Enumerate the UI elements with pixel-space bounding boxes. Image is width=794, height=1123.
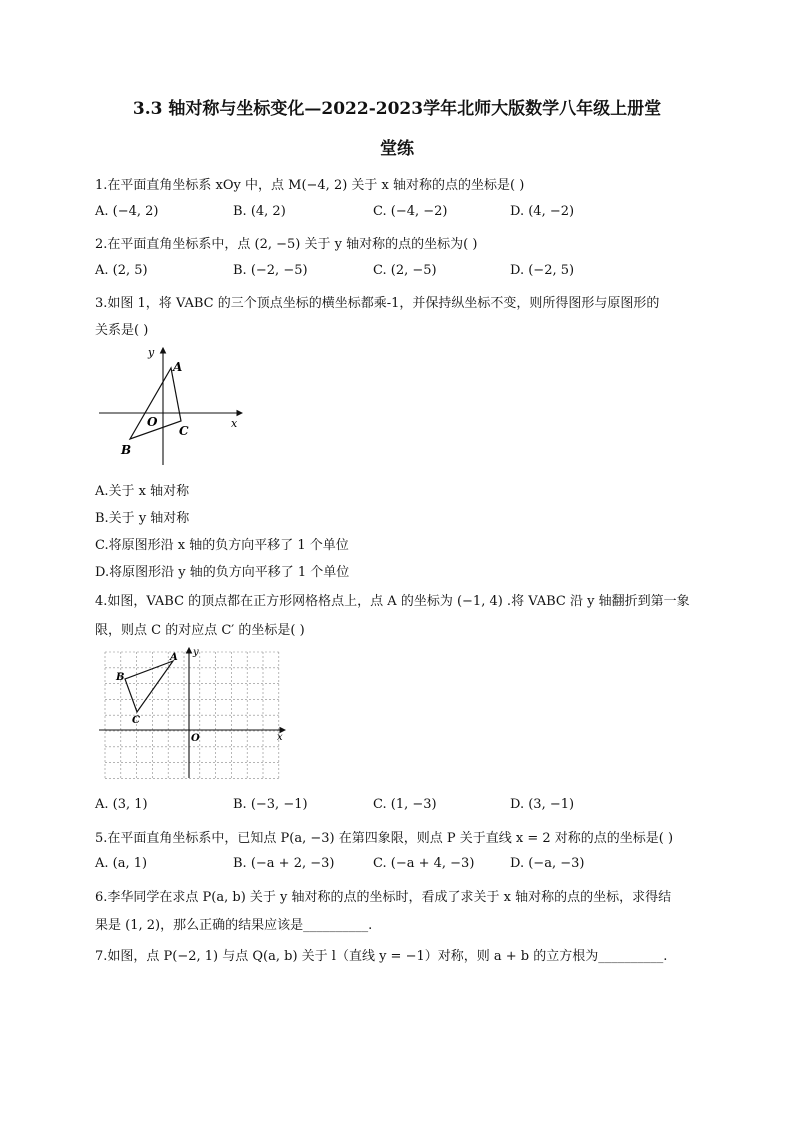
q4-option-d: D. (3, −1) bbox=[510, 797, 575, 812]
question-7-stem: 7.如图，点 P(−2, 1) 与点 Q(a, b) 关于 l（直线 y = −1）对称，则 a + b 的立方根为__________. bbox=[95, 949, 668, 964]
x-axis-label: x bbox=[277, 732, 283, 743]
origin-label: O bbox=[191, 733, 200, 744]
vertex-c-label: C bbox=[179, 424, 189, 438]
question-5-stem: 5.在平面直角坐标系中，已知点 P(a, −3) 在第四象限，则点 P 关于直线 x = 2 对称的点的坐标是( ) bbox=[95, 831, 674, 846]
page-title-line-1: 3.3 轴对称与坐标变化—2022-2023学年北师大版数学八年级上册堂 bbox=[132, 99, 662, 119]
question-3-stem-line-1: 3.如图 1，将 VABC 的三个顶点坐标的横坐标都乘-1，并保持纵坐标不变，则所得图形与原图形的 bbox=[95, 296, 660, 311]
q5-option-a: A. (a, 1) bbox=[95, 856, 148, 871]
q5-option-d: D. (−a, −3) bbox=[510, 856, 585, 871]
y-axis-label: y bbox=[193, 647, 199, 658]
q3-option-b: B.关于 y 轴对称 bbox=[95, 511, 190, 526]
vertex-b-label: B bbox=[121, 443, 132, 457]
y-axis-label: y bbox=[148, 346, 155, 359]
x-axis-label: x bbox=[231, 417, 238, 430]
question-4-stem-line-2: 限，则点 C 的对应点 C′ 的坐标是( ) bbox=[95, 623, 305, 638]
triangle-abc bbox=[125, 661, 173, 712]
q1-option-b: B. (4, 2) bbox=[233, 204, 286, 219]
q2-option-d: D. (−2, 5) bbox=[510, 263, 575, 278]
q2-option-c: C. (2, −5) bbox=[373, 263, 437, 278]
figure-1-triangle-on-axes bbox=[95, 343, 250, 468]
q1-option-d: D. (4, −2) bbox=[510, 204, 575, 219]
q4-option-c: C. (1, −3) bbox=[373, 797, 437, 812]
q3-option-a: A.关于 x 轴对称 bbox=[95, 484, 190, 499]
question-2-stem: 2.在平面直角坐标系中，点 (2, −5) 关于 y 轴对称的点的坐标为( ) bbox=[95, 237, 478, 252]
vertex-b-label: B bbox=[116, 672, 125, 683]
q1-option-a: A. (−4, 2) bbox=[95, 204, 159, 219]
q4-option-a: A. (3, 1) bbox=[95, 797, 148, 812]
question-3-stem-line-2: 关系是( ) bbox=[95, 323, 149, 338]
page-title-line-2: 堂练 bbox=[380, 139, 414, 159]
question-1-stem: 1.在平面直角坐标系 xOy 中，点 M(−4, 2) 关于 x 轴对称的点的坐标是( ) bbox=[95, 178, 525, 193]
figure-grid-triangle bbox=[97, 645, 289, 780]
vertex-a-label: A bbox=[170, 652, 178, 663]
origin-label: O bbox=[147, 415, 158, 429]
q2-option-a: A. (2, 5) bbox=[95, 263, 148, 278]
q3-option-d: D.将原图形沿 y 轴的负方向平移了 1 个单位 bbox=[95, 565, 350, 580]
q5-option-b: B. (−a + 2, −3) bbox=[233, 856, 335, 871]
q3-option-c: C.将原图形沿 x 轴的负方向平移了 1 个单位 bbox=[95, 538, 349, 553]
vertex-c-label: C bbox=[132, 715, 140, 726]
q4-option-b: B. (−3, −1) bbox=[233, 797, 308, 812]
q2-option-b: B. (−2, −5) bbox=[233, 263, 308, 278]
q1-option-c: C. (−4, −2) bbox=[373, 204, 448, 219]
q5-option-c: C. (−a + 4, −3) bbox=[373, 856, 475, 871]
question-6-stem-line-1: 6.李华同学在求点 P(a, b) 关于 y 轴对称的点的坐标时，看成了求关于 x 轴对称的点的坐标，求得结 bbox=[95, 890, 672, 905]
question-4-stem-line-1: 4.如图，VABC 的顶点都在正方形网格格点上，点 A 的坐标为 (−1, 4) .将 VABC 沿 y 轴翻折到第一象 bbox=[95, 594, 690, 609]
vertex-a-label: A bbox=[173, 360, 183, 374]
question-6-stem-line-2: 果是 (1, 2)，那么正确的结果应该是__________. bbox=[95, 918, 373, 933]
